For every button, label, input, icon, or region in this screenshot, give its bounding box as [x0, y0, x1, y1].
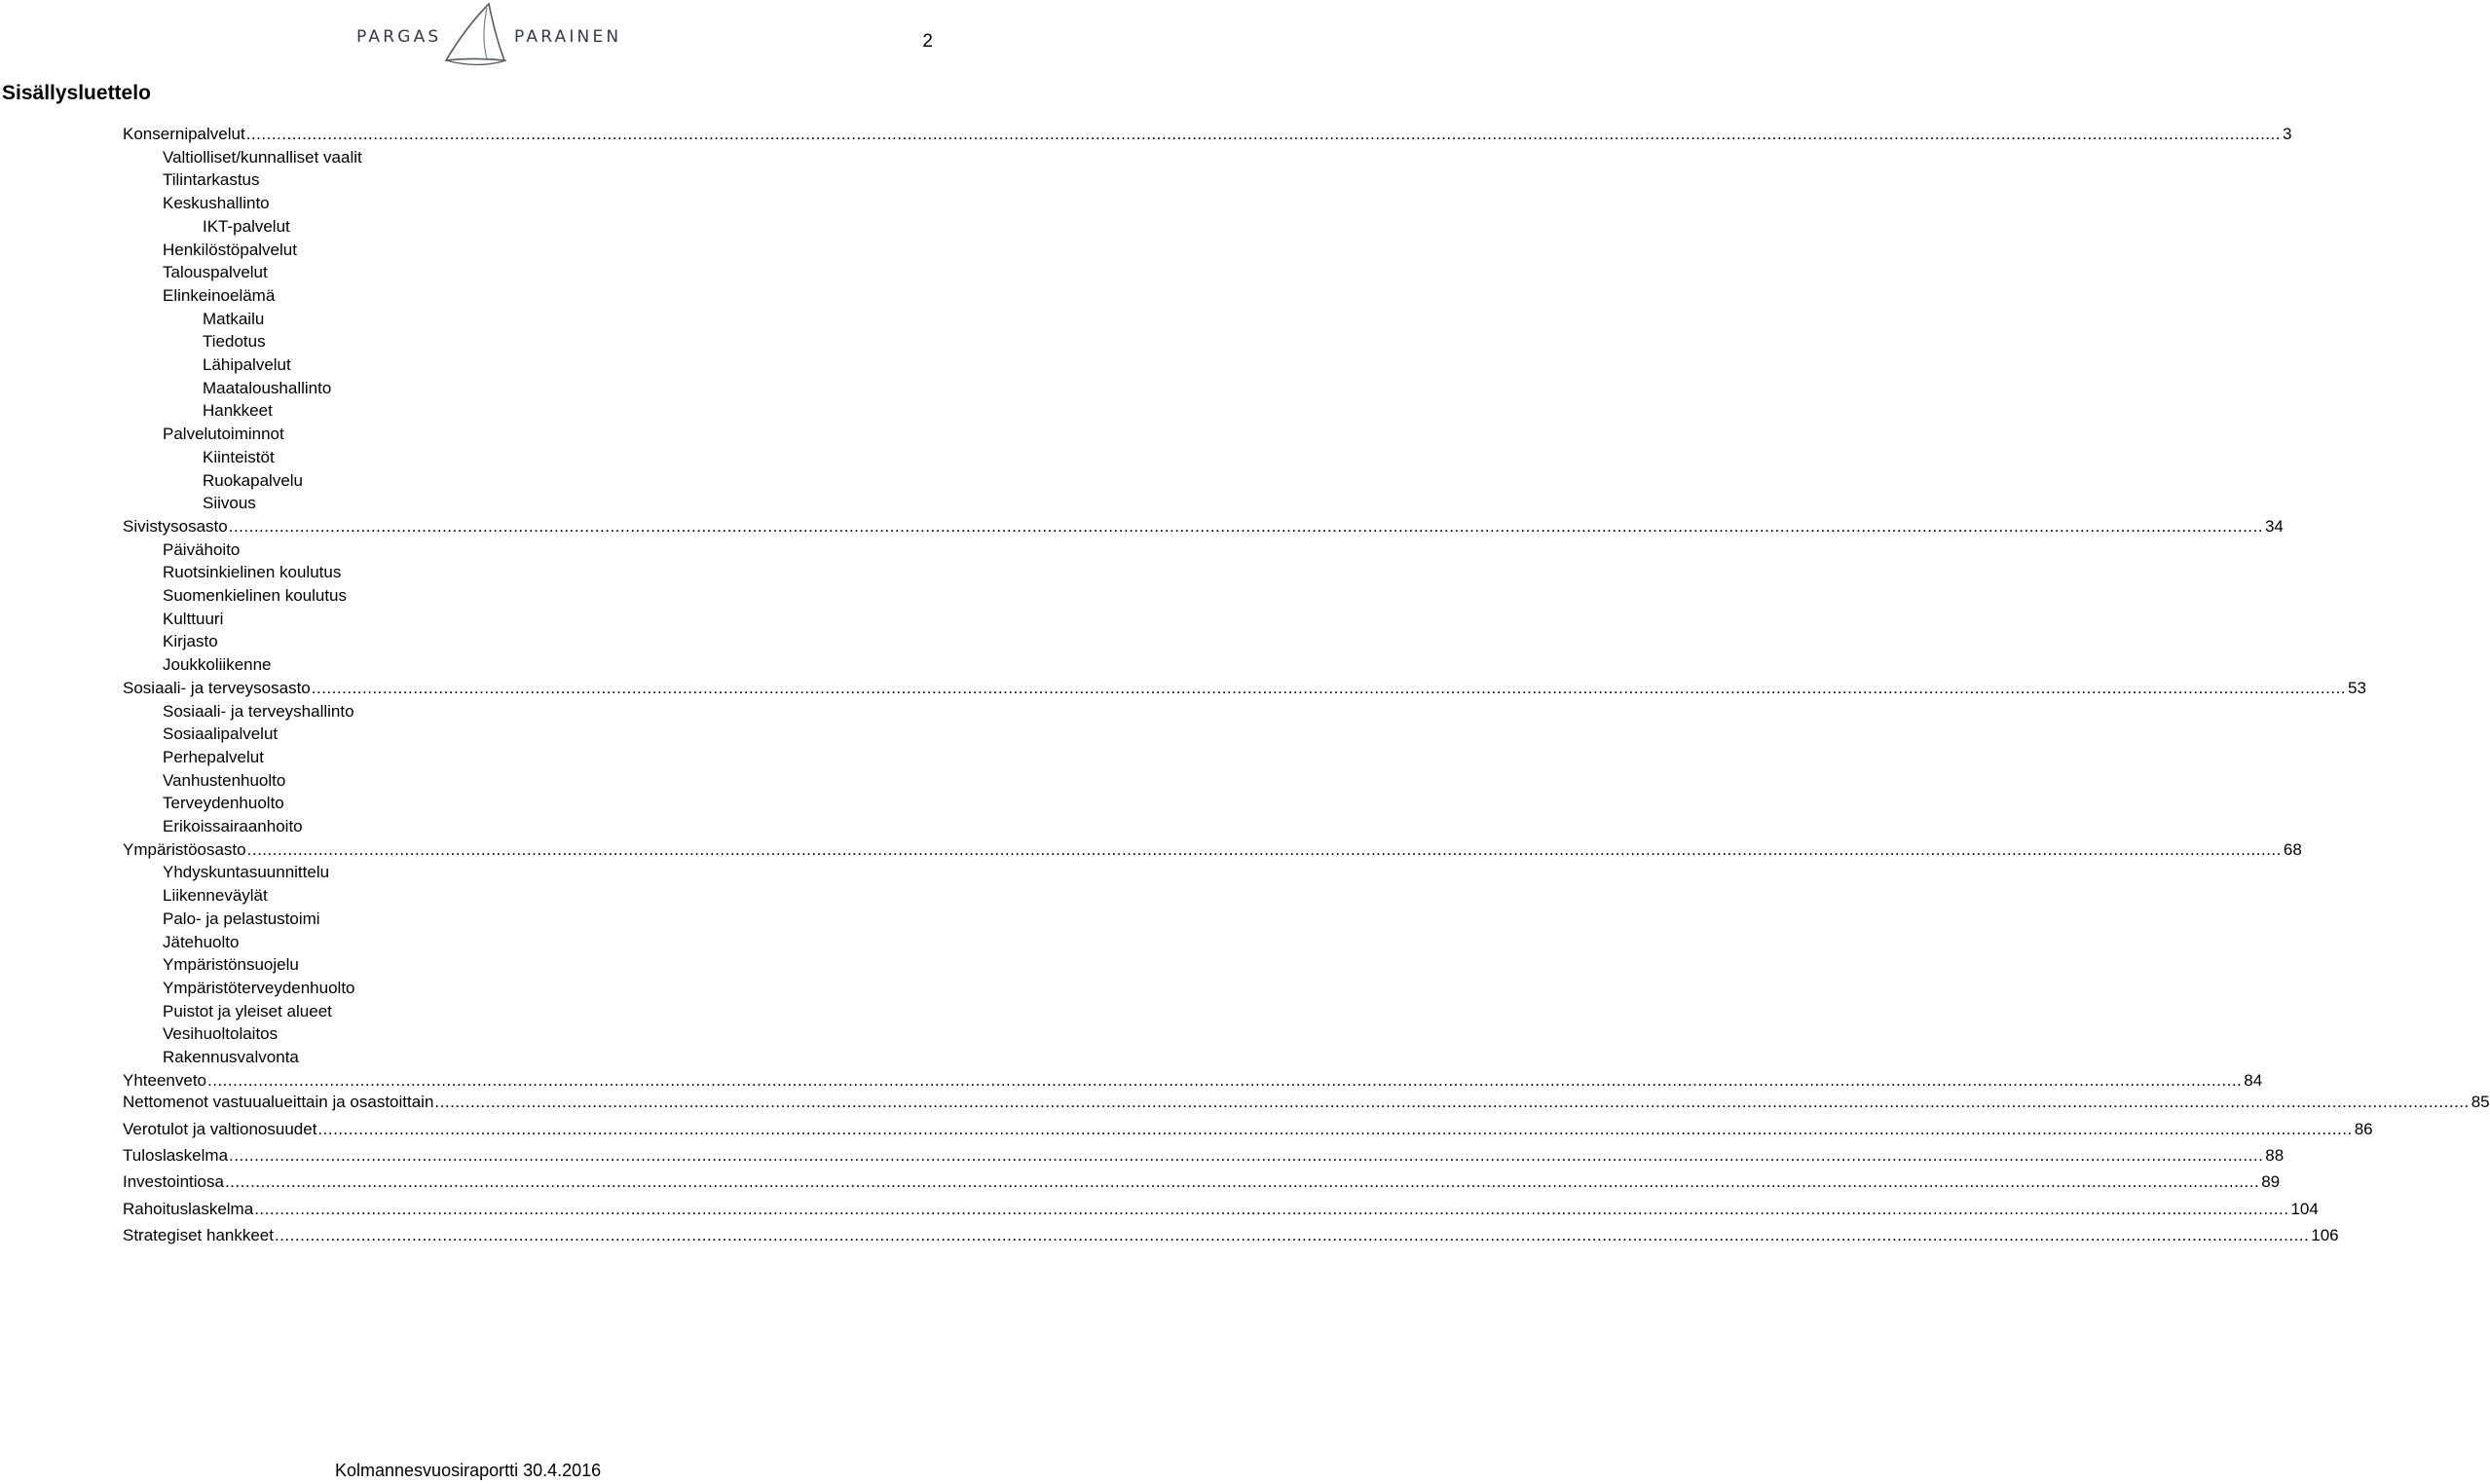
- toc-entry[interactable]: [123, 1118, 2373, 1141]
- toc-entry-page-number: 84: [2244, 1070, 2263, 1090]
- toc-entry-label: Sosiaalipalvelut: [163, 724, 279, 744]
- toc-entry[interactable]: [163, 239, 297, 262]
- logo-text-parainen: PARAINEN: [514, 27, 622, 47]
- toc-entry[interactable]: [163, 1046, 299, 1069]
- toc-entry-label: Yhteenveto: [123, 1070, 207, 1090]
- toc-entry-page-number: 68: [2283, 839, 2302, 859]
- dot-leader: ................................................................................................................................................................................................................................................................................................................................................................................................................: [434, 1093, 2470, 1111]
- toc-entry[interactable]: [203, 399, 273, 423]
- toc-entry[interactable]: [163, 931, 239, 954]
- toc-entry-label: Matkailu: [203, 309, 265, 328]
- toc-entry-label: Rahoituslaskelma: [123, 1200, 254, 1218]
- toc-entry[interactable]: [203, 492, 256, 515]
- toc-entry[interactable]: [203, 308, 264, 331]
- toc-entry-label: Konsernipalvelut: [123, 125, 245, 143]
- toc-entry[interactable]: [123, 838, 2302, 862]
- toc-entry[interactable]: [163, 884, 268, 908]
- toc-entry[interactable]: [163, 953, 299, 977]
- page-number: 2: [922, 31, 933, 52]
- toc-entry[interactable]: [203, 353, 291, 377]
- logo-text-pargas: PARGAS: [356, 27, 442, 47]
- toc-entry-label: Erikoissairaanhoito: [163, 817, 303, 835]
- toc-entry[interactable]: [163, 815, 303, 838]
- toc-entry-label: Investointiosa: [123, 1172, 224, 1191]
- dot-leader: ................................................................................................................................................................................................................................................................................................................................................................................................................: [245, 125, 2281, 143]
- toc-entry[interactable]: [163, 653, 272, 677]
- toc-entry[interactable]: [163, 700, 354, 723]
- toc-entry-page-number: 34: [2264, 516, 2284, 536]
- toc-entry[interactable]: [123, 1069, 2263, 1093]
- dot-leader: ................................................................................................................................................................................................................................................................................................................................................................................................................: [317, 1120, 2353, 1138]
- toc-entry[interactable]: [163, 769, 285, 793]
- toc-entry-label: Tilintarkastus: [163, 170, 260, 190]
- toc-entry[interactable]: [123, 515, 2284, 538]
- toc-entry[interactable]: [203, 330, 266, 353]
- toc-entry-label: Suomenkielinen koulutus: [163, 586, 348, 605]
- toc-entry[interactable]: [123, 1091, 2490, 1114]
- dot-leader: ................................................................................................................................................................................................................................................................................................................................................................................................................: [207, 1070, 2243, 1090]
- toc-entry-label: Nettomenot vastuualueittain ja osastoittain: [123, 1093, 434, 1111]
- toc-entry[interactable]: [203, 215, 290, 239]
- toc-entry-label: Vanhustenhuolto: [163, 770, 286, 790]
- toc-entry-label: Keskushallinto: [163, 194, 270, 213]
- toc-entry-page-number: 106: [2311, 1226, 2339, 1244]
- toc-entry-label: Talouspalvelut: [163, 263, 268, 282]
- toc-entry-page-number: 86: [2354, 1120, 2373, 1138]
- sail-logo-icon: [444, 2, 512, 66]
- toc-entry[interactable]: [163, 608, 223, 631]
- toc-entry-label: Tuloslaskelma: [123, 1146, 229, 1165]
- toc-entry[interactable]: [163, 908, 320, 931]
- dot-leader: ................................................................................................................................................................................................................................................................................................................................................................................................................: [224, 1172, 2260, 1191]
- toc-entry-label: Sosiaali- ja terveyshallinto: [163, 701, 354, 721]
- toc-entry[interactable]: [163, 1022, 278, 1046]
- toc-entry-label: Verotulot ja valtionosuudet: [123, 1120, 317, 1138]
- toc-entry-label: Ympäristöterveydenhuolto: [163, 978, 355, 997]
- toc-entry-label: Hankkeet: [203, 401, 273, 421]
- toc-entry[interactable]: [163, 861, 329, 884]
- toc-entry[interactable]: [163, 146, 362, 169]
- toc-entry-label: Liikenneväylät: [163, 886, 268, 906]
- dot-leader: ................................................................................................................................................................................................................................................................................................................................................................................................................: [254, 1200, 2289, 1218]
- toc-entry-label: Päivähoito: [163, 539, 241, 559]
- toc-entry-page-number: 3: [2282, 125, 2292, 143]
- toc-entry-label: Valtiolliset/kunnalliset vaalit: [163, 147, 362, 167]
- toc-entry-label: Lähipalvelut: [203, 355, 291, 374]
- toc-entry-label: Kiinteistöt: [203, 447, 275, 466]
- toc-entry[interactable]: [203, 377, 331, 400]
- toc-entry[interactable]: [163, 977, 355, 1000]
- toc-entry[interactable]: [123, 1144, 2285, 1168]
- toc-entry-label: Rakennusvalvonta: [163, 1048, 299, 1066]
- toc-entry-label: Strategiset hankkeet: [123, 1226, 274, 1244]
- toc-entry-page-number: 85: [2471, 1093, 2490, 1111]
- toc-entry[interactable]: [163, 561, 341, 584]
- toc-entry-label: Maataloushallinto: [203, 378, 332, 397]
- toc-entry-label: Tiedotus: [203, 332, 266, 352]
- toc-entry[interactable]: [163, 584, 347, 608]
- toc-entry-label: Sivistysosasto: [123, 516, 228, 536]
- toc-entry[interactable]: [163, 284, 275, 308]
- toc-entry-label: Ympäristönsuojelu: [163, 955, 299, 975]
- toc-entry-label: Kulttuuri: [163, 609, 224, 628]
- footer-text: Kolmannesvuosiraportti 30.4.2016: [335, 1461, 602, 1480]
- toc-entry-label: Ruokapalvelu: [203, 470, 304, 490]
- toc-entry-label: Palo- ja pelastustoimi: [163, 909, 320, 928]
- toc-entry[interactable]: [163, 746, 264, 769]
- toc-entry-page-number: 88: [2265, 1146, 2285, 1165]
- dot-leader: ................................................................................................................................................................................................................................................................................................................................................................................................................: [274, 1226, 2310, 1244]
- toc-entry[interactable]: [123, 1198, 2319, 1221]
- pargas-parainen-logo: [353, 2, 622, 66]
- toc-entry[interactable]: [163, 261, 268, 284]
- toc-entry-label: Puistot ja yleiset alueet: [163, 1001, 332, 1020]
- toc-entry[interactable]: [203, 446, 275, 469]
- toc-entry-label: Perhepalvelut: [163, 747, 264, 766]
- toc-entry-label: Palvelutoiminnot: [163, 425, 284, 444]
- toc-entry-page-number: 53: [2348, 678, 2366, 697]
- toc-entry[interactable]: [163, 630, 218, 653]
- toc-entry-label: Elinkeinoelämä: [163, 285, 276, 305]
- dot-leader: ................................................................................................................................................................................................................................................................................................................................................................................................................: [246, 839, 2282, 859]
- toc-entry-label: Ruotsinkielinen koulutus: [163, 563, 342, 582]
- toc-entry[interactable]: [163, 792, 284, 815]
- toc-entry[interactable]: [163, 423, 284, 446]
- toc-entry-page-number: 89: [2261, 1172, 2281, 1191]
- toc-entry-label: Jätehuolto: [163, 932, 240, 951]
- toc-entry[interactable]: [163, 192, 270, 215]
- toc-entry[interactable]: [163, 723, 278, 746]
- toc-entry-label: Siivous: [203, 494, 256, 513]
- toc-title: Sisällysluettelo: [2, 82, 151, 104]
- dot-leader: ................................................................................................................................................................................................................................................................................................................................................................................................................: [229, 1146, 2264, 1165]
- dot-leader: ................................................................................................................................................................................................................................................................................................................................................................................................................: [311, 678, 2347, 697]
- toc-entry-label: Kirjasto: [163, 632, 218, 651]
- toc-entry[interactable]: [123, 1170, 2281, 1194]
- toc-entry-label: Sosiaali- ja terveysosasto: [123, 678, 311, 697]
- toc-entry-label: Terveydenhuolto: [163, 794, 284, 813]
- toc-entry[interactable]: [123, 1224, 2339, 1247]
- toc-entry-label: Vesihuoltolaitos: [163, 1024, 279, 1044]
- toc-entry-label: IKT-palvelut: [203, 216, 290, 236]
- toc-entry[interactable]: [123, 677, 2366, 700]
- dot-leader: ................................................................................................................................................................................................................................................................................................................................................................................................................: [228, 516, 2263, 536]
- toc-entry-label: Joukkoliikenne: [163, 655, 272, 675]
- toc-entry[interactable]: [163, 168, 260, 192]
- toc-entry-label: Ympäristöosasto: [123, 839, 246, 859]
- toc-entry[interactable]: [163, 1000, 332, 1023]
- toc-entry-page-number: 104: [2290, 1200, 2319, 1218]
- toc-entry[interactable]: [123, 123, 2292, 146]
- toc-entry[interactable]: [203, 469, 303, 493]
- toc-entry-label: Yhdyskuntasuunnittelu: [163, 863, 330, 882]
- toc-entry-label: Henkilöstöpalvelut: [163, 240, 297, 259]
- toc-entry[interactable]: [163, 538, 240, 562]
